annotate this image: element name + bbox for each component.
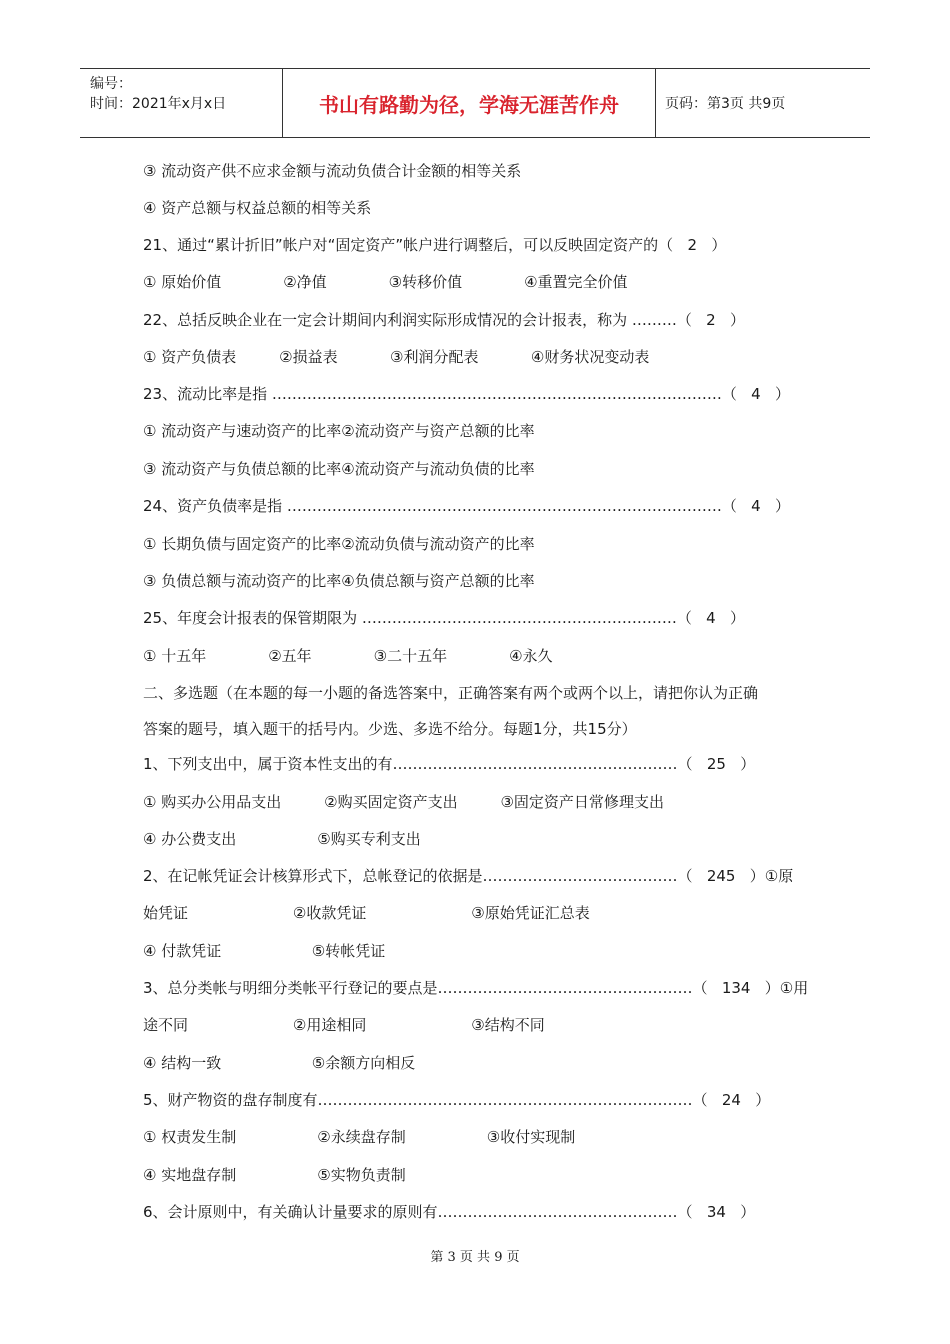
question-line: 21、通过“累计折旧”帐户对“固定资产”帐户进行调整后，可以反映固定资产的（ 2 ）	[143, 236, 727, 254]
text-line: ④ 资产总额与权益总额的相等关系	[143, 199, 372, 217]
options-line: ④ 付款凭证 ⑤转帐凭证	[143, 942, 386, 960]
options-line: 途不同 ②用途相同 ③结构不同	[143, 1016, 545, 1034]
section-heading: 二、多选题（在本题的每一小题的备选答案中，正确答案有两个或两个以上，请把你认为正确	[143, 684, 759, 702]
document-number-label: 编号：	[90, 76, 132, 92]
question-line: 23、流动比率是指 ………………………………………………………………………………（ 4 ）	[143, 385, 791, 403]
page-footer: 第 3 页 共 9 页	[430, 1250, 520, 1265]
options-line: ③ 负债总额与流动资产的比率④负债总额与资产总额的比率	[143, 572, 535, 590]
options-line: ③ 流动资产与负债总额的比率④流动资产与流动负债的比率	[143, 460, 535, 478]
options-line: ① 权责发生制 ②永续盘存制 ③收付实现制	[143, 1128, 576, 1146]
header-page-info: 页码：第3页 共9页	[665, 96, 786, 112]
question-line: 3、总分类帐与明细分类帐平行登记的要点是……………………………………………（ 134 ）①用	[143, 979, 809, 997]
options-line: ① 长期负债与固定资产的比率②流动负债与流动资产的比率	[143, 535, 535, 553]
page-header	[80, 68, 870, 138]
options-line: ① 资产负债表 ②损益表 ③利润分配表 ④财务状况变动表	[143, 348, 650, 366]
options-line: ① 购买办公用品支出 ②购买固定资产支出 ③固定资产日常修理支出	[143, 793, 664, 811]
document-date: 时间：2021年x月x日	[90, 96, 227, 112]
question-line: 24、资产负债率是指 ……………………………………………………………………………（ 4 ）	[143, 497, 791, 515]
options-line: ① 流动资产与速动资产的比率②流动资产与资产总额的比率	[143, 422, 535, 440]
question-line: 25、年度会计报表的保管期限为 ………………………………………………………（ 4 ）	[143, 609, 746, 627]
header-left-cell	[80, 69, 282, 137]
question-line: 6、会计原则中，有关确认计量要求的原则有…………………………………………（ 34 ）	[143, 1203, 756, 1221]
options-line: ④ 办公费支出 ⑤购买专利支出	[143, 830, 421, 848]
question-line: 1、下列支出中，属于资本性支出的有…………………………………………………（ 25 ）	[143, 755, 756, 773]
question-line: 2、在记帐凭证会计核算形式下，总帐登记的依据是…………………………………（ 245 ）①原	[143, 867, 794, 885]
section-heading-cont: 答案的题号，填入题干的括号内。少选、多选不给分。每题1分，共15分）	[143, 720, 637, 738]
question-line: 5、财产物资的盘存制度有…………………………………………………………………（ 24 ）	[143, 1091, 771, 1109]
header-motto: 书山有路勤为径，学海无涯苦作舟	[282, 69, 656, 137]
options-line: ④ 实地盘存制 ⑤实物负责制	[143, 1166, 406, 1184]
options-line: ① 十五年 ②五年 ③二十五年 ④永久	[143, 647, 553, 665]
options-line: ④ 结构一致 ⑤余额方向相反	[143, 1054, 416, 1072]
options-line: ① 原始价值 ②净值 ③转移价值 ④重置完全价值	[143, 273, 628, 291]
question-line: 22、总括反映企业在一定会计期间内利润实际形成情况的会计报表，称为 ………（ 2 ）	[143, 311, 746, 329]
text-line: ③ 流动资产供不应求金额与流动负债合计金额的相等关系	[143, 162, 522, 180]
options-line: 始凭证 ②收款凭证 ③原始凭证汇总表	[143, 904, 590, 922]
